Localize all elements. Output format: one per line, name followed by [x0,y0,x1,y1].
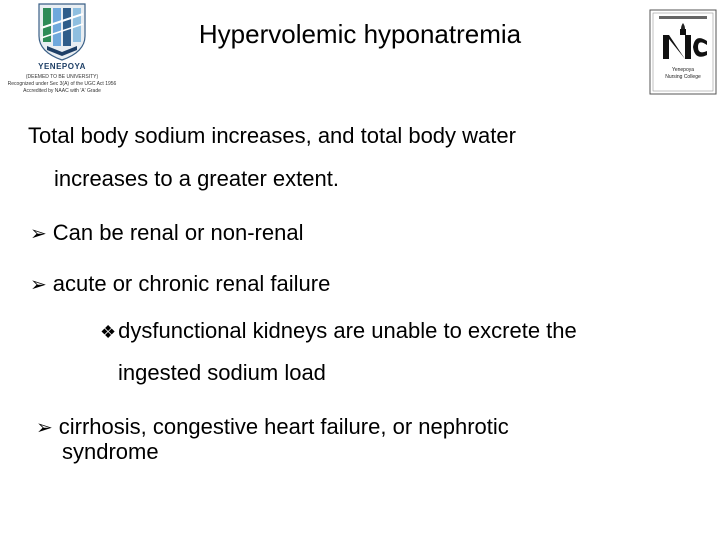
university-logo-line-3: Accredited by NAAC with 'A' Grade [23,88,101,94]
arrow-bullet-icon: ➢ [30,223,47,245]
sub-bullet-continuation: ingested sodium load [118,360,326,385]
bullet-item-renal [30,220,303,247]
university-logo [3,0,121,108]
sub-bullet-item-kidneys [100,318,577,345]
nursing-college-emblem-icon [649,9,717,95]
diamond-bullet-icon: ❖ [100,322,117,342]
intro-line-2: increases to a greater extent. [54,166,339,191]
bullet-text: acute or chronic renal failure [52,271,331,296]
intro-line-1: Total body sodium increases, and total body water [28,123,516,148]
bullet-text: Can be renal or non-renal [52,220,304,245]
shield-emblem-icon [3,0,121,62]
nursing-college-logo [649,9,717,95]
sub-bullet-text: dysfunctional kidneys are unable to excrete the [118,318,577,343]
arrow-bullet-icon: ➢ [36,417,53,439]
university-logo-line-2: Recognized under Sec 3(A) of the UGC Act 1956 [7,81,117,87]
university-logo-line-1: (DEEMED TO BE UNIVERSITY) [25,74,99,80]
nursing-college-logo-line-2: Nursing College [665,74,701,80]
bullet-text: cirrhosis, congestive heart failure, or nephrotic [58,414,509,439]
nursing-college-logo-line-1: Yenepoya [671,67,695,73]
slide-title: Hypervolemic hyponatremia [198,19,522,49]
bullet-continuation: syndrome [62,439,159,464]
bullet-item-cirrhosis [36,414,509,441]
bullet-item-renal-failure [30,271,330,298]
university-logo-name: YENEPOYA [38,62,86,71]
arrow-bullet-icon: ➢ [30,274,47,296]
